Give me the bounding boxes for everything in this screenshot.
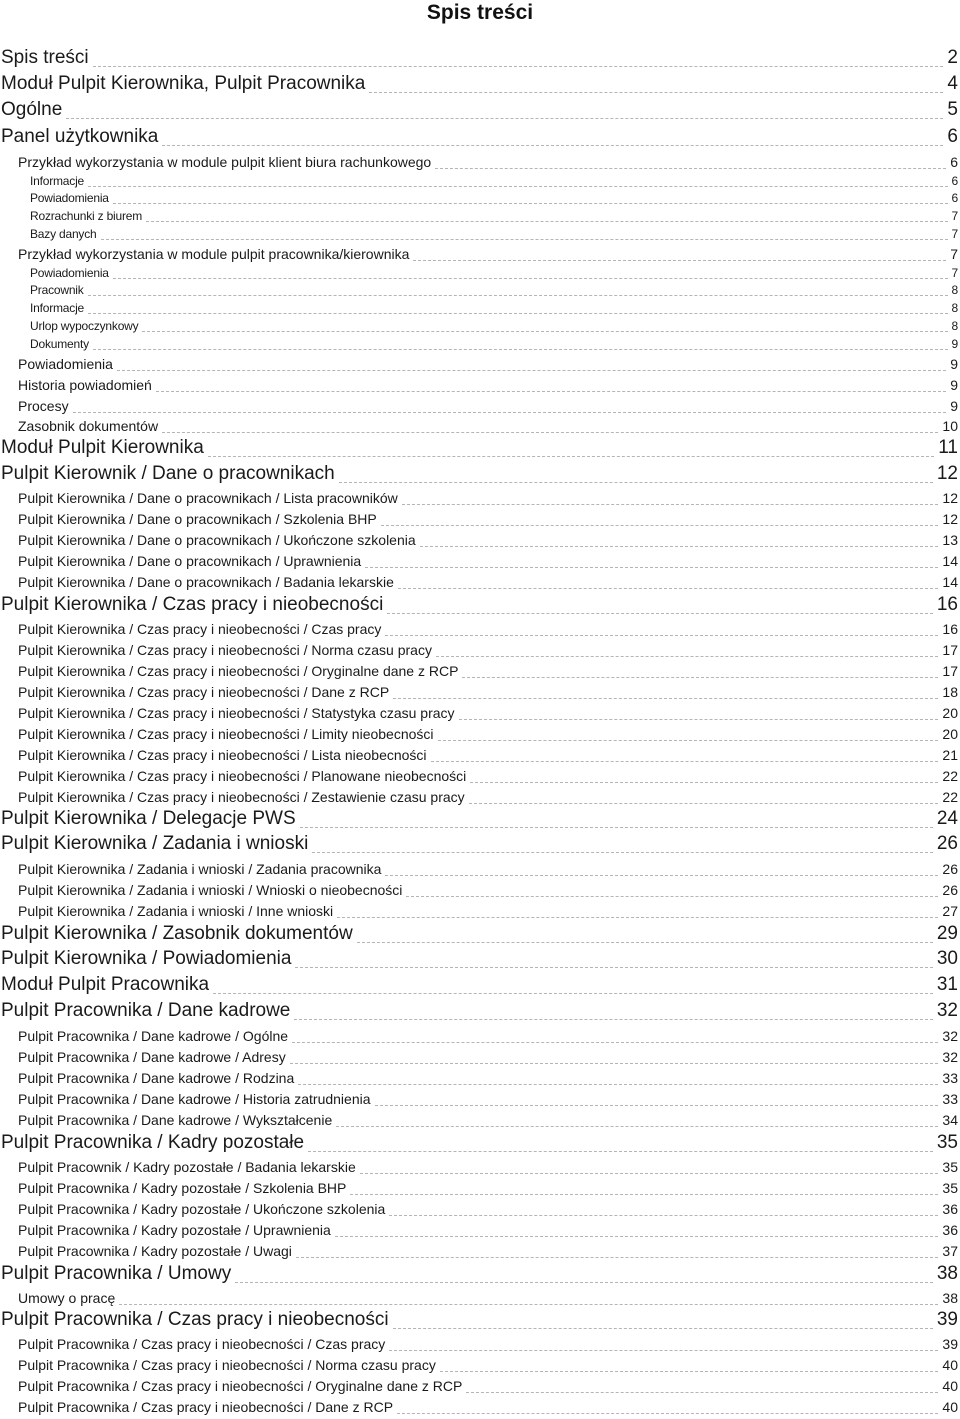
toc-dot-leader [208,456,935,457]
toc-dot-leader [298,1084,938,1085]
toc-dot-leader [146,221,947,222]
toc-entry[interactable] [0,923,958,945]
toc-entry-page-number: 38 [936,1263,958,1284]
toc-entry-page-number: 12 [942,511,958,527]
toc-entry-page-number: 9 [950,356,958,372]
toc-entry[interactable] [0,808,958,830]
toc-entry-label: Pulpit Kierownika / Dane o pracownikach / Badania lekarskie [18,574,394,590]
toc-entry-page-number: 33 [942,1070,958,1086]
toc-entry-label: Pulpit Pracownika / Kadry pozostałe [1,1132,305,1153]
toc-entry-label: Pulpit Pracownika / Dane kadrowe / Adresy [18,1049,286,1065]
toc-entry-label: Pulpit Kierownika / Czas pracy i nieobecności / Czas pracy [18,621,382,637]
toc-entry-page-number: 20 [942,726,958,742]
toc-dot-leader [73,412,947,413]
toc-entry-page-number: 32 [942,1028,958,1044]
toc-dot-leader [385,875,938,876]
toc-dot-leader [119,1304,938,1305]
toc-entry[interactable] [0,511,958,528]
toc-entry-page-number: 17 [942,642,958,658]
toc-dot-leader [295,967,932,968]
toc-entry-label: Pulpit Kierownika / Czas pracy i nieobecności / Lista nieobecności [18,747,427,763]
toc-entry-label: Procesy [18,398,69,414]
toc-entry-page-number: 21 [942,747,958,763]
toc-entry-label: Pulpit Kierownika / Dane o pracownikach / Uprawnienia [18,553,362,569]
toc-entry[interactable] [0,1378,958,1395]
toc-entry-page-number: 9 [950,377,958,393]
toc-entry-page-number: 6 [950,154,958,170]
toc-dot-leader [292,1042,938,1043]
toc-entry[interactable] [0,1336,958,1353]
toc-entry-page-number: 40 [942,1357,958,1373]
toc-entry[interactable] [0,532,958,549]
toc-dot-leader [360,1173,939,1174]
toc-entry-page-number: 16 [936,594,958,615]
toc-dot-leader [142,331,947,332]
toc-entry[interactable] [0,301,958,316]
toc-entry-page-number: 38 [942,1290,958,1306]
toc-entry-label: Pracownik [30,283,84,297]
toc-entry[interactable] [0,398,958,415]
toc-entry[interactable] [0,227,958,242]
toc-entry-page-number: 13 [942,532,958,548]
toc-entry-label: Pulpit Kierownika / Zadania i wnioski / Zadania pracownika [18,861,382,877]
toc-entry-label: Pulpit Kierownika / Czas pracy i nieobecności / Zestawienie czasu pracy [18,789,465,805]
toc-entry-label: Pulpit Kierownika / Czas pracy i nieobecności / Statystyka czasu pracy [18,705,455,721]
toc-entry-page-number: 11 [938,437,958,458]
page-title: Spis treści [426,1,534,24]
toc-entry-label: Pulpit Kierownika / Zadania i wnioski / Inne wnioski [18,903,334,919]
toc-entry-page-number: 36 [942,1222,958,1238]
toc-entry-label: Pulpit Pracownika / Dane kadrowe / Wykształcenie [18,1112,333,1128]
toc-dot-leader [397,1413,938,1414]
toc-entry[interactable] [0,1091,958,1108]
toc-entry[interactable] [0,209,958,224]
toc-entry-label: Przykład wykorzystania w module pulpit pracownika/kierownika [18,246,410,262]
toc-dot-leader [406,896,938,897]
toc-entry-page-number: 29 [936,923,958,944]
toc-entry-label: Pulpit Pracownika / Umowy [1,1263,232,1284]
toc-entry-page-number: 12 [942,490,958,506]
toc-entry-label: Powiadomienia [30,191,109,205]
toc-dot-leader [393,1328,933,1329]
toc-entry[interactable] [0,948,958,970]
toc-entry-label: Pulpit Kierownika / Dane o pracownikach / Lista pracowników [18,490,398,506]
toc-entry-page-number: 7 [950,246,958,262]
toc-dot-leader [88,295,948,296]
toc-entry-label: Moduł Pulpit Pracownika [1,974,210,995]
toc-entry-page-number: 27 [942,903,958,919]
toc-entry[interactable] [0,283,958,298]
toc-entry-page-number: 35 [942,1159,958,1175]
toc-dot-leader [162,145,943,146]
toc-entry-page-number: 26 [942,861,958,877]
toc-dot-leader [466,1392,938,1393]
toc-entry-page-number: 31 [936,974,958,995]
toc-dot-leader [300,827,933,828]
toc-entry-page-number: 26 [936,833,958,854]
toc-entry[interactable] [0,191,958,206]
toc-entry-page-number: 36 [942,1201,958,1217]
toc-entry-page-number: 40 [942,1399,958,1415]
toc-dot-leader [438,740,939,741]
toc-entry-page-number: 17 [942,663,958,679]
toc-entry-page-number: 16 [942,621,958,637]
toc-entry[interactable] [0,266,958,281]
toc-dot-leader [335,1236,939,1237]
toc-entry[interactable] [0,1357,958,1374]
toc-entry-label: Pulpit Pracownika / Kadry pozostałe / Uprawnienia [18,1222,331,1238]
toc-dot-leader [339,482,933,483]
toc-entry[interactable] [0,1049,958,1066]
toc-entry[interactable] [0,174,958,189]
toc-dot-leader [350,1194,938,1195]
toc-dot-leader [469,803,939,804]
toc-dot-leader [312,852,933,853]
toc-entry-label: Bazy danych [30,227,97,241]
toc-dot-leader [308,1151,933,1152]
toc-dot-leader [117,370,946,371]
toc-dot-leader [294,1019,932,1020]
toc-entry[interactable] [0,663,958,680]
toc-entry[interactable] [0,1112,958,1129]
toc-dot-leader [381,525,939,526]
toc-entry-label: Pulpit Pracownika / Czas pracy i nieobecności / Norma czasu pracy [18,1357,436,1373]
toc-entry[interactable] [0,1290,958,1307]
toc-dot-leader [389,1350,938,1351]
toc-entry-label: Informacje [30,174,85,188]
toc-entry-page-number: 5 [947,99,958,120]
toc-dot-leader [393,698,938,699]
toc-entry-label: Powiadomienia [18,356,113,372]
toc-entry[interactable] [0,1309,958,1331]
toc-dot-leader [369,92,943,93]
toc-entry-label: Rozrachunki z biurem [30,209,143,223]
toc-dot-leader [113,278,948,279]
toc-dot-leader [93,349,948,350]
toc-dot-leader [420,546,939,547]
toc-entry-label: Moduł Pulpit Kierownika, Pulpit Pracownika [1,73,366,94]
toc-dot-leader [398,588,939,589]
toc-dot-leader [365,567,938,568]
toc-entry-page-number: 22 [942,789,958,805]
toc-entry[interactable] [0,246,958,263]
toc-entry-page-number: 8 [951,283,958,297]
toc-entry-label: Pulpit Pracownika / Dane kadrowe / Ogólne [18,1028,289,1044]
toc-dot-leader [93,66,944,67]
toc-entry-page-number: 37 [942,1243,958,1259]
toc-entry-page-number: 24 [936,808,958,829]
toc-entry-label: Pulpit Kierownika / Czas pracy i nieobecności / Dane z RCP [18,684,390,700]
toc-dot-leader [435,168,946,169]
toc-entry-label: Pulpit Kierownika / Czas pracy i nieobecności / Norma czasu pracy [18,642,432,658]
toc-entry[interactable] [0,903,958,920]
toc-dot-leader [156,391,946,392]
toc-entry-label: Pulpit Pracownika / Kadry pozostałe / Uwagi [18,1243,292,1259]
toc-entry-page-number: 33 [942,1091,958,1107]
toc-entry-label: Pulpit Kierownika / Czas pracy i nieobecności / Oryginalne dane z RCP [18,663,459,679]
toc-entry[interactable] [0,1000,958,1022]
toc-entry-page-number: 32 [942,1049,958,1065]
toc-entry[interactable] [0,789,958,806]
toc-entry-label: Pulpit Kierownika / Dane o pracownikach / Szkolenia BHP [18,511,377,527]
toc-entry[interactable] [0,1243,958,1260]
toc-dot-leader [101,239,948,240]
toc-entry[interactable] [0,1132,958,1154]
toc-entry-page-number: 6 [951,174,958,188]
toc-dot-leader [462,677,938,678]
toc-entry-page-number: 34 [942,1112,958,1128]
toc-entry-label: Urlop wypoczynkowy [30,319,139,333]
toc-dot-leader [413,260,946,261]
toc-entry-label: Pulpit Pracownika / Czas pracy i nieobecności / Dane z RCP [18,1399,394,1415]
toc-entry[interactable] [0,574,958,591]
toc-entry-page-number: 8 [951,301,958,315]
toc-entry[interactable] [0,1159,958,1176]
toc-entry[interactable] [0,833,958,855]
toc-dot-leader [113,203,948,204]
toc-entry-label: Pulpit Pracownika / Czas pracy i nieobecności / Czas pracy [18,1336,386,1352]
toc-entry[interactable] [0,882,958,899]
toc-entry-page-number: 35 [936,1132,958,1153]
toc-entry[interactable] [0,621,958,638]
toc-dot-leader [440,1371,939,1372]
toc-entry-label: Pulpit Kierownika / Powiadomienia [1,948,292,969]
toc-entry[interactable] [0,356,958,373]
toc-entry-label: Pulpit Pracownika / Czas pracy i nieobecności / Oryginalne dane z RCP [18,1378,463,1394]
toc-entry[interactable] [0,319,958,334]
toc-entry[interactable] [0,73,958,95]
toc-dot-leader [235,1282,933,1283]
toc-entry-label: Moduł Pulpit Kierownika [1,437,204,458]
toc-dot-leader [436,656,938,657]
toc-entry-label: Zasobnik dokumentów [18,418,159,434]
toc-dot-leader [337,917,938,918]
toc-entry-page-number: 6 [951,191,958,205]
toc-dot-leader [402,504,939,505]
toc-entry-page-number: 22 [942,768,958,784]
toc-dot-leader [162,432,938,433]
toc-entry[interactable] [0,1263,958,1285]
toc-entry-page-number: 4 [947,73,958,94]
toc-entry-page-number: 2 [947,47,958,68]
toc-entry[interactable] [0,126,958,148]
toc-entry-label: Pulpit Kierownika / Delegacje PWS [1,808,296,829]
toc-entry-label: Powiadomienia [30,266,109,280]
toc-dot-leader [470,782,938,783]
toc-entry[interactable] [0,463,958,485]
toc-entry-label: Pulpit Kierownika / Czas pracy i nieobecności / Limity nieobecności [18,726,434,742]
toc-entry[interactable] [0,154,958,171]
toc-entry[interactable] [0,861,958,878]
toc-entry-label: Umowy o pracę [18,1290,116,1306]
toc-dot-leader [357,942,933,943]
toc-entry-label: Pulpit Kierownika / Czas pracy i nieobecności / Planowane nieobecności [18,768,467,784]
toc-entry-page-number: 39 [936,1309,958,1330]
toc-entry[interactable] [0,418,958,435]
toc-entry-label: Pulpit Kierownika / Dane o pracownikach / Ukończone szkolenia [18,532,416,548]
toc-entry[interactable] [0,99,958,121]
toc-entry[interactable] [0,377,958,394]
toc-entry-page-number: 14 [942,553,958,569]
toc-entry-label: Historia powiadomień [18,377,152,393]
toc-entry-label: Pulpit Kierownika / Zasobnik dokumentów [1,923,353,944]
toc-dot-leader [88,313,947,314]
toc-entry-label: Pulpit Kierownika / Zadania i wnioski [1,833,309,854]
toc-dot-leader [336,1126,938,1127]
toc-entry-page-number: 35 [942,1180,958,1196]
toc-entry[interactable] [0,1201,958,1218]
toc-entry[interactable] [0,642,958,659]
toc-dot-leader [459,719,939,720]
toc-entry[interactable] [0,747,958,764]
toc-entry[interactable] [0,1070,958,1087]
toc-entry-page-number: 32 [936,1000,958,1021]
toc-entry-label: Pulpit Pracownik / Kadry pozostałe / Badania lekarskie [18,1159,356,1175]
toc-entry-page-number: 40 [942,1378,958,1394]
toc-entry-label: Pulpit Pracownika / Dane kadrowe [1,1000,291,1021]
toc-entry-label: Pulpit Pracownika / Dane kadrowe / Rodzina [18,1070,295,1086]
toc-entry-page-number: 39 [942,1336,958,1352]
toc-entry[interactable] [0,1399,958,1416]
toc-dot-leader [88,186,947,187]
toc-entry[interactable] [0,1028,958,1045]
toc-entry[interactable] [0,768,958,785]
toc-entry-label: Przykład wykorzystania w module pulpit klient biura rachunkowego [18,154,432,170]
toc-dot-leader [290,1063,939,1064]
toc-entry-label: Pulpit Pracownika / Kadry pozostałe / Szkolenia BHP [18,1180,347,1196]
toc-entry-label: Spis treści [1,47,89,68]
toc-dot-leader [375,1105,939,1106]
toc-dot-leader [431,761,939,762]
toc-dot-leader [385,635,938,636]
toc-entry[interactable] [0,974,958,996]
toc-entry-page-number: 14 [942,574,958,590]
toc-entry-page-number: 18 [942,684,958,700]
toc-entry-page-number: 6 [947,126,958,147]
toc-entry-label: Informacje [30,301,85,315]
toc-entry-page-number: 26 [942,882,958,898]
toc-entry[interactable] [0,726,958,743]
toc-entry-label: Pulpit Pracownika / Czas pracy i nieobecności [1,1309,389,1330]
toc-dot-leader [387,613,933,614]
toc-dot-leader [389,1215,938,1216]
toc-entry-label: Pulpit Kierownika / Czas pracy i nieobecności [1,594,384,615]
toc-entry[interactable] [0,337,958,352]
toc-entry-page-number: 8 [951,319,958,333]
toc-entry-page-number: 12 [936,463,958,484]
toc-entry[interactable] [0,1180,958,1197]
toc-entry-page-number: 9 [951,337,958,351]
toc-dot-leader [213,993,933,994]
toc-entry-label: Pulpit Pracownika / Dane kadrowe / Historia zatrudnienia [18,1091,371,1107]
toc-entry-label: Dokumenty [30,337,89,351]
toc-entry-page-number: 20 [942,705,958,721]
toc-dot-leader [66,118,943,119]
toc-entry[interactable] [0,553,958,570]
toc-entry[interactable] [0,594,958,616]
toc-entry-label: Ogólne [1,99,63,120]
toc-entry-label: Pulpit Pracownika / Kadry pozostałe / Ukończone szkolenia [18,1201,386,1217]
toc-dot-leader [296,1257,939,1258]
toc-entry-label: Pulpit Kierownik / Dane o pracownikach [1,463,335,484]
toc-entry[interactable] [0,705,958,722]
toc-entry-page-number: 7 [951,266,958,280]
toc-entry[interactable] [0,490,958,507]
toc-entry-page-number: 7 [951,227,958,241]
toc-entry-page-number: 30 [936,948,958,969]
toc-entry-page-number: 10 [942,418,958,434]
toc-entry-page-number: 9 [950,398,958,414]
toc-entry-label: Panel użytkownika [1,126,159,147]
toc-entry-label: Pulpit Kierownika / Zadania i wnioski / Wnioski o nieobecności [18,882,403,898]
toc-entry-page-number: 7 [951,209,958,223]
toc-entry[interactable] [0,437,958,459]
toc-entry[interactable] [0,1222,958,1239]
toc-entry[interactable] [0,47,958,69]
toc-entry[interactable] [0,684,958,701]
